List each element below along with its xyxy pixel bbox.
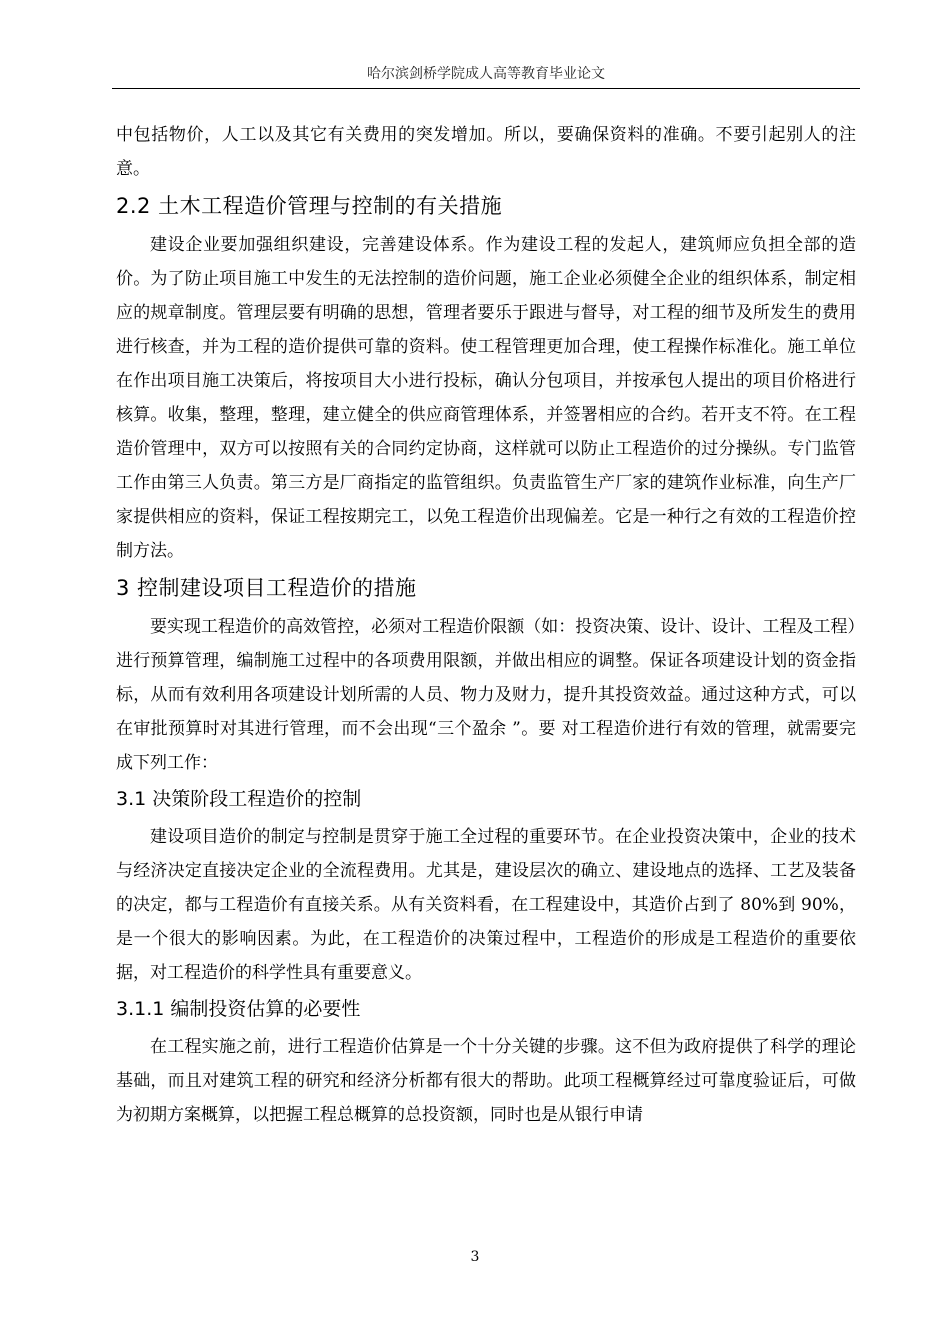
page-body (116, 118, 856, 1132)
header-rule (112, 88, 860, 89)
paragraph-2-2: 建设企业要加强组织建设，完善建设体系。作为建设工程的发起人，建筑师应负担全部的造价。为了防止项目施工中发生的无法控制的造价问题，施工企业必须健全企业的组织体系，制定相应的规章制度。管理层要有明确的思想，管理者要乐于跟进与督导，对工程的细节及所发生的费用进行核查，并为工程的造价提供可靠的资料。使工程管理更加合理，使工程操作标准化。施工单位在作出项目施工决策后，将按项目大小进行投标，确认分包项目，并按承包人提出的项目价格进行核算。收集，整理，整理，建立健全的供应商管理体系，并签署相应的合约。若开支不符。在工程造价管理中，双方可以按照有关的合同约定协商，这样就可以防止工程造价的过分操纵。专门监管工作由第三人负责。第三方是厂商指定的监管组织。负责监管生产厂家的建筑作业标准，向生产厂家提供相应的资料，保证工程按期完工，以免工程造价出现偏差。它是一种行之有效的工程造价控制方法。 (116, 235, 856, 561)
paragraph-continuation: 中包括物价，人工以及其它有关费用的突发增加。所以，要确保资料的准确。不要引起别人的注意。 (116, 125, 856, 179)
paragraph-3-1: 建设项目造价的制定与控制是贯穿于施工全过程的重要环节。在企业投资决策中，企业的技术与经济决定直接决定企业的全流程费用。尤其是，建设层次的确立、建设地点的选择、工艺及装备的决定，都与工程造价有直接关系。从有关资料看，在工程建设中，其造价占到了 80%到 90%，是一个很大的影响因素。为此，在工程造价的决策过程中，工程造价的形成是工程造价的重要依据，对工程造价的科学性具有重要意义。 (116, 827, 856, 983)
section-heading-3-1: 3.1 决策阶段工程造价的控制 (116, 788, 362, 810)
section-heading-3: 3 控制建设项目工程造价的措施 (116, 576, 417, 600)
section-heading-2-2: 2.2 土木工程造价管理与控制的有关措施 (116, 194, 503, 218)
section-heading-3-1-1: 3.1.1 编制投资估算的必要性 (116, 998, 361, 1020)
running-header: 哈尔滨剑桥学院成人高等教育毕业论文 (367, 66, 605, 82)
paragraph-3-1-1: 在工程实施之前，进行工程造价估算是一个十分关键的步骤。这不但为政府提供了科学的理论基础，而且对建筑工程的研究和经济分析都有很大的帮助。此项工程概算经过可靠度验证后，可做为初期方案概算，以把握工程总概算的总投资额，同时也是从银行申请 (116, 1037, 856, 1125)
paragraph-3: 要实现工程造价的高效管控，必须对工程造价限额（如：投资决策、设计、设计、工程及工程）进行预算管理，编制施工过程中的各项费用限额，并做出相应的调整。保证各项建设计划的资金指标，从而有效利用各项建设计划所需的人员、物力及财力，提升其投资效益。通过这种方式，可以在审批预算时对其进行管理，而不会出现“三个盈余 ”。要 对工程造价进行有效的管理，就需要完成下列工作： (116, 617, 856, 773)
page-number: 3 (470, 1249, 480, 1265)
